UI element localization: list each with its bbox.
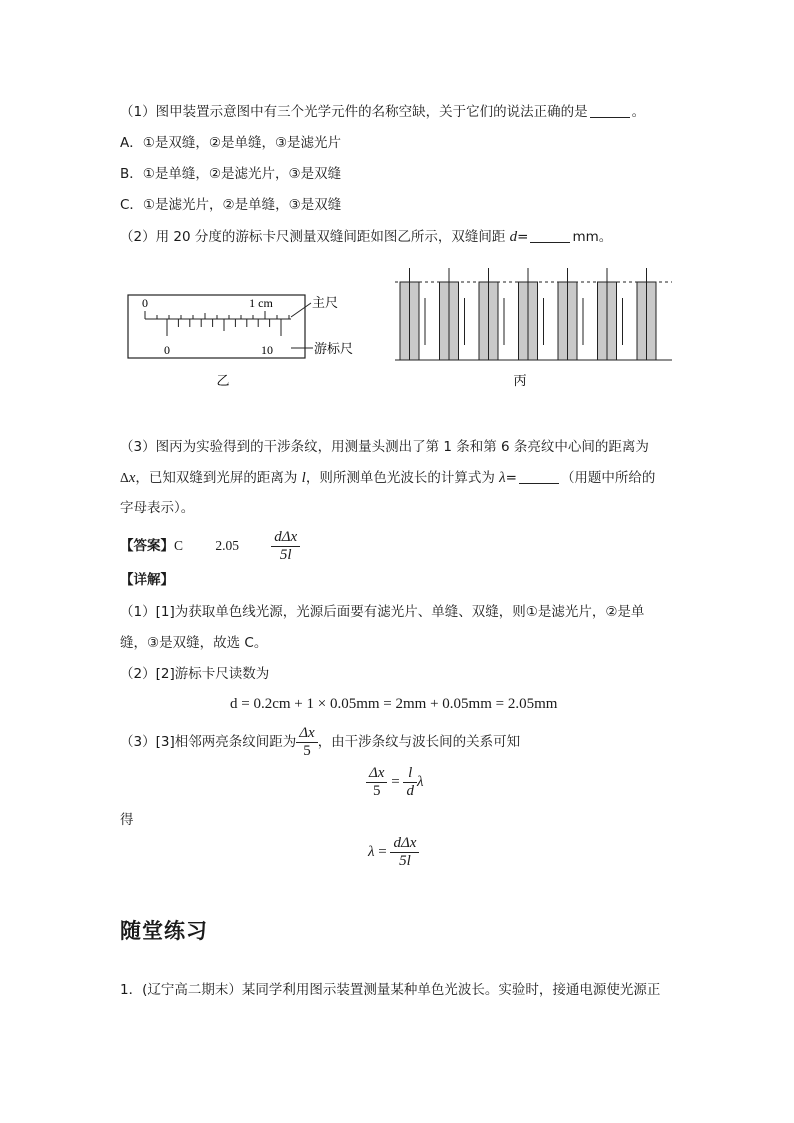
detail-p1-line1: （1）[1]为获取单色线光源，光源后面要有滤光片、单缝、双缝，则①是滤光片，②是单 bbox=[120, 604, 645, 620]
main-scale-1cm: 1 cm bbox=[249, 296, 273, 310]
vernier-zero: 0 bbox=[164, 343, 170, 357]
q2-answer-blank bbox=[530, 228, 570, 243]
figure-yi-vernier-caliper bbox=[125, 290, 365, 395]
equation-wavelength: λ = $\frac{\text{dΔx}}{5l}$ bbox=[368, 835, 419, 870]
detail-label: 【详解】 bbox=[120, 572, 174, 588]
main-scale-zero: 0 bbox=[142, 296, 148, 310]
q1-answer-blank bbox=[590, 103, 630, 118]
detail-de: 得 bbox=[120, 812, 134, 828]
main-scale-ticks bbox=[145, 311, 289, 319]
vernier-ten: 10 bbox=[261, 343, 273, 357]
q3-line2: Δx，已知双缝到光屏的距离为 l，则所测单色光波长的计算式为 λ= （用题中所给的 bbox=[120, 470, 656, 486]
label-main-scale: 主尺 bbox=[312, 296, 339, 311]
q1-option-b: B．①是单缝，②是滤光片，③是双缝 bbox=[120, 166, 342, 182]
detail-p3: （3）[3]相邻两亮条纹间距为 $\frac{\Delta x}{5}$ ，由干涉条纹与波长间的关系可知 bbox=[120, 724, 521, 759]
fringe-spacing-fraction: $\frac{\Delta x}{5}$ bbox=[296, 725, 317, 760]
vernier-scale-ticks bbox=[167, 319, 281, 336]
q3-answer-blank bbox=[519, 469, 559, 484]
answer-fraction: $\frac{\text{dΔx}}{5l}$ bbox=[271, 529, 300, 564]
answer-line: 【答案】C 2.05 $\frac{\text{dΔx}}{5l}$ bbox=[120, 527, 300, 565]
q3-line3: 字母表示）。 bbox=[120, 500, 195, 516]
equation-relation: $\frac{\Delta x}{5}$ = $\frac{l}{d}$ λ bbox=[366, 765, 423, 800]
caption-yi: 乙 bbox=[216, 374, 230, 389]
q1-option-c: C．①是滤光片，②是单缝，③是双缝 bbox=[120, 197, 342, 213]
label-vernier-scale: 游标尺 bbox=[314, 342, 354, 357]
q3-line1: （3）图丙为实验得到的干涉条纹，用测量头测出了第 1 条和第 6 条亮纹中心间的距离为 bbox=[120, 439, 649, 455]
detail-p1-line2: 缝，③是双缝，故选 C。 bbox=[120, 635, 268, 651]
equation-vernier-reading: d = 0.2cm + 1 × 0.05mm = 2mm + 0.05mm = 2.05mm bbox=[230, 696, 558, 712]
figure-bing-fringes bbox=[390, 265, 680, 395]
q2-stem: （2）用 20 分度的游标卡尺测量双缝间距如图乙所示，双缝间距 d= mm。 bbox=[120, 229, 613, 245]
detail-p2: （2）[2]游标卡尺读数为 bbox=[120, 666, 270, 682]
q1-option-a: A．①是双缝，②是单缝，③是滤光片 bbox=[120, 135, 342, 151]
q1-stem: （1）图甲装置示意图中有三个光学元件的名称空缺，关于它们的说法正确的是 。 bbox=[120, 104, 646, 120]
section-heading: 随堂练习 bbox=[120, 919, 208, 943]
practice-q1: 1．(辽宁高二期末）某同学利用图示装置测量某种单色光波长。实验时，接通电源使光源正 bbox=[120, 982, 661, 998]
caption-bing: 丙 bbox=[513, 374, 527, 389]
